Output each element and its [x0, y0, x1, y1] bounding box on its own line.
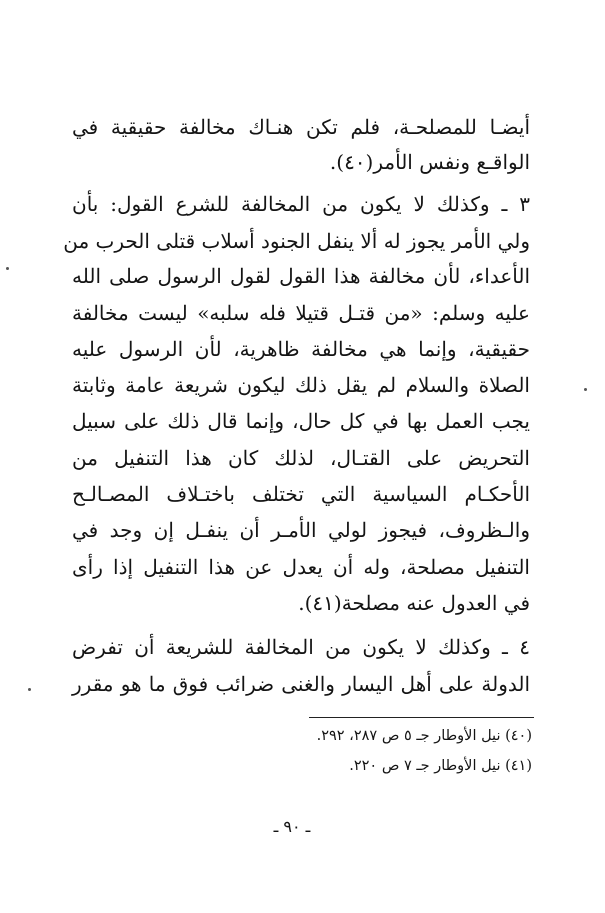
body-line-4: ولي الأمر يجوز له ألا ينفل الجنود أسلاب قتلى الحرب من: [63, 229, 530, 253]
footnote-separator: [309, 717, 534, 718]
body-line-12: والـظروف، فيجوز لولي الأمـر أن ينفـل إن وجد في: [72, 518, 530, 542]
body-line-5: الأعداء، لأن مخالفة هذا القول لقول الرسول صلى الله: [72, 264, 530, 288]
body-line-8: الصلاة والسلام لم يقل ذلك ليكون شريعة عامة وثابتة: [72, 373, 530, 397]
body-line-1: أيضـا للمصلحـة، فلم تكن هنـاك مخالفة حقيقية في: [72, 115, 530, 139]
scan-speck: [6, 267, 9, 270]
scan-speck: [28, 688, 31, 691]
body-line-2: الواقـع ونفس الأمر(٤٠).: [329, 150, 530, 174]
body-line-11: الأحكـام السياسية التي تختلف باختـلاف المصـالـح: [72, 482, 530, 506]
body-line-10: التحريض على القتـال، لذلك كان هذا التنفيل من: [72, 446, 530, 470]
footnote-41: (٤١) نيل الأوطار جـ ٧ ص ٢٢٠.: [349, 758, 532, 774]
body-line-7: حقيقية، وإنما هي مخالفة ظاهرية، لأن الرسول عليه: [72, 337, 530, 361]
body-line-9: يجب العمل بها في كل حال، وإنما قال ذلك على سبيل: [72, 409, 530, 433]
footnote-40: (٤٠) نيل الأوطار جـ ٥ ص ٢٨٧، ٢٩٢.: [316, 728, 532, 744]
scan-speck: [584, 388, 587, 391]
body-line-6: عليه وسلم: «من قتـل قتيلا فله سلبه» ليست مخالفة: [72, 301, 530, 325]
body-line-13: التنفيل مصلحة، وله أن يعدل عن هذا التنفيل إذا رأى: [72, 555, 530, 579]
body-line-15: ٤ ـ وكذلك لا يكون من المخالفة للشريعة أن تفرض: [72, 635, 531, 659]
body-line-14: في العدول عنه مصلحة(٤١).: [298, 591, 530, 615]
page-number: ـ ٩٠ ـ: [273, 817, 311, 836]
body-line-16: الدولة على أهل اليسار والغنى ضرائب فوق ما هو مقرر: [72, 672, 530, 696]
body-line-3: ٣ ـ وكذلك لا يكون من المخالفة للشرع القول: بأن: [72, 192, 530, 216]
